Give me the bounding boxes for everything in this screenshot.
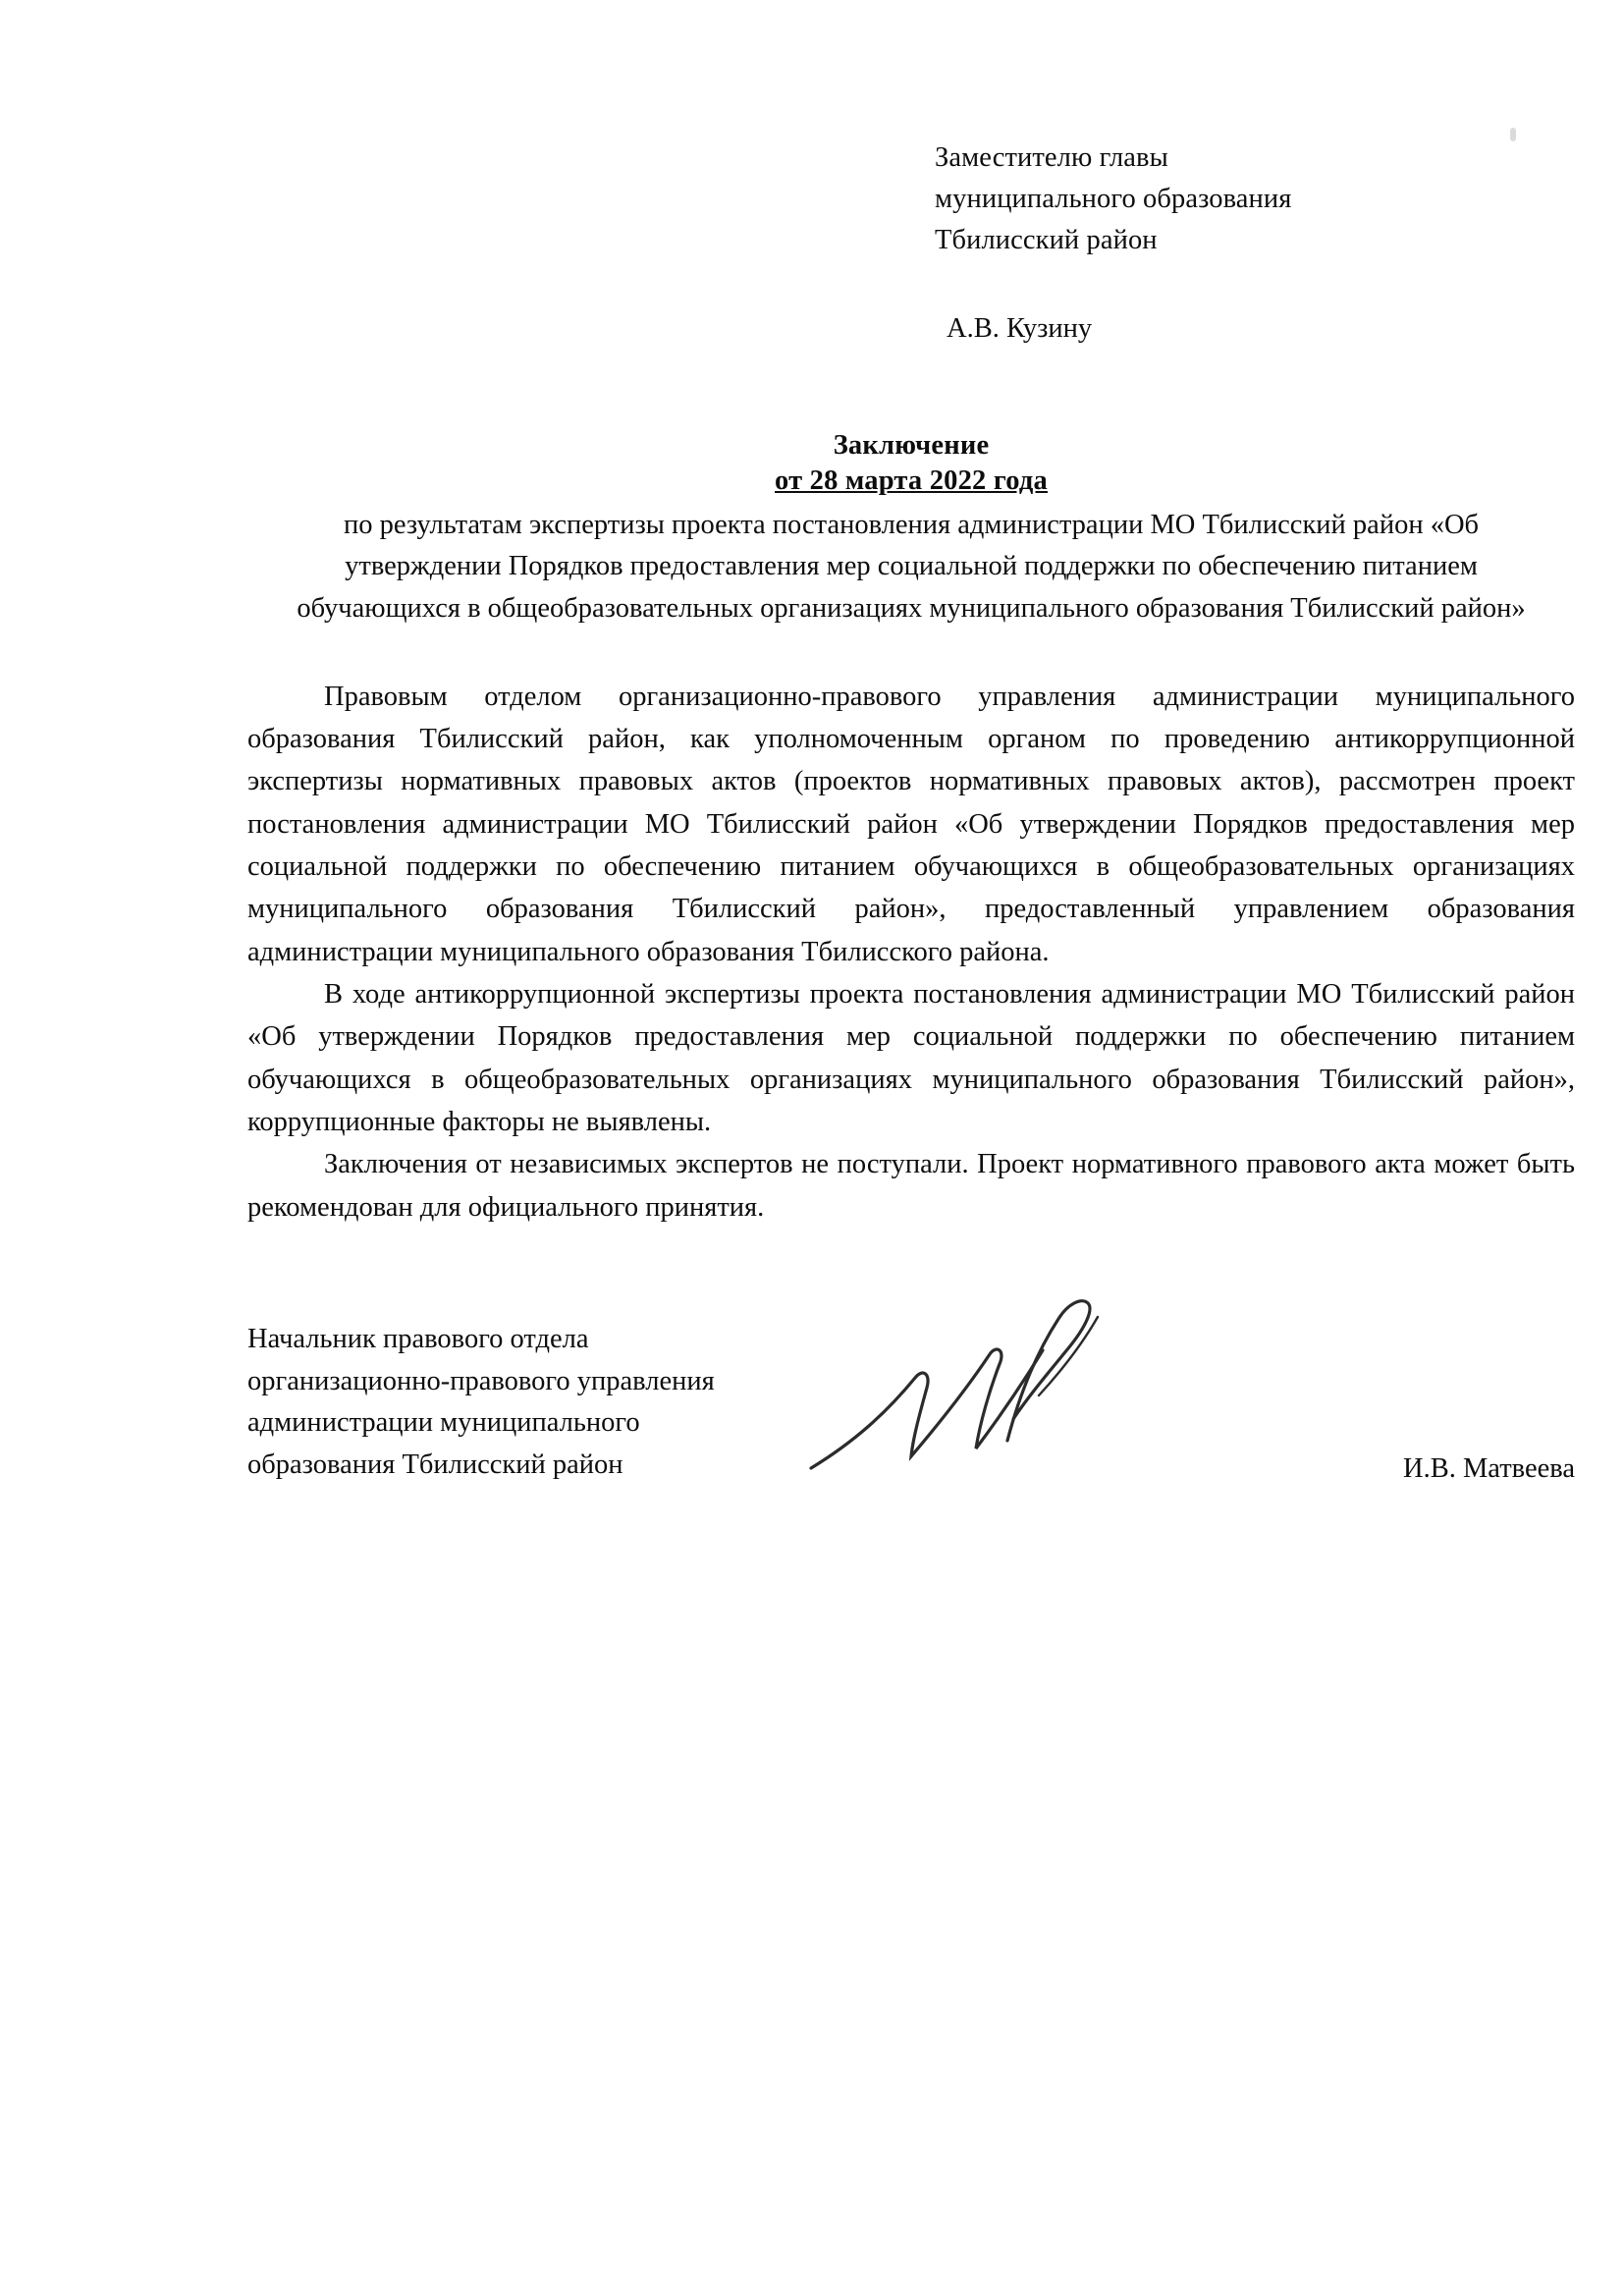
signer-position (247, 1319, 974, 1487)
body-paragraph: Заключения от независимых экспертов не поступали. Проект нормативного правового акта может быть рекомендован для официального принятия. (247, 1149, 1575, 1223)
signer-name: И.В. Матвеева (1403, 1452, 1575, 1484)
page-title: Заключение (833, 429, 990, 461)
addressee-line-2: муниципального образования (935, 183, 1292, 214)
addressee-name: А.В. Кузину (947, 312, 1093, 344)
signer-position-line-3: администрации муниципального (247, 1407, 640, 1439)
signer-position-line-4: образования Тбилисский район (247, 1449, 623, 1481)
document-subtitle: по результатам экспертизы проекта постановления администрации МО Тбилисский район «Об утверждении Порядков предоставления мер социальной поддержки по обеспечению питанием обучающихся в общеобразовательных организациях муниципального образования Тбилисский район» (297, 509, 1526, 625)
signer-position-line-1: Начальник правового отдела (247, 1323, 589, 1354)
signer-position-line-2: организационно-правового управления (247, 1365, 715, 1396)
addressee-line-3: Тбилисский район (935, 224, 1158, 255)
body-paragraph: Правовым отделом организационно-правового управления администрации муниципального образования Тбилисский район, как уполномоченным органом по проведению антикоррупционной экспертизы нормативных правовых актов (проектов нормативных правовых актов), рассмотрен проект постановления администрации МО Тбилисский район «Об утверждении Порядков предоставления мер социальной поддержки по обеспечению питанием обучающихся в общеобразовательных организациях муниципального образования Тбилисский район», предоставленный управлением образования администрации муниципального образования Тбилисского района. (247, 681, 1575, 967)
addressee-block (935, 137, 1575, 261)
document-date: от 28 марта 2022 года (775, 465, 1048, 496)
title-block (247, 430, 1575, 497)
body-paragraph: В ходе антикоррупционной экспертизы проекта постановления администрации МО Тбилисский район «Об утверждении Порядков предоставления мер социальной поддержки по обеспечению питанием обучающихся в общеобразовательных организациях муниципального образования Тбилисский район», коррупционные факторы не выявлены. (247, 979, 1575, 1137)
addressee-line-1: Заместителю главы (935, 142, 1168, 173)
document-body (247, 676, 1575, 1229)
document-content (247, 137, 1575, 1487)
signature-block (247, 1319, 1575, 1487)
